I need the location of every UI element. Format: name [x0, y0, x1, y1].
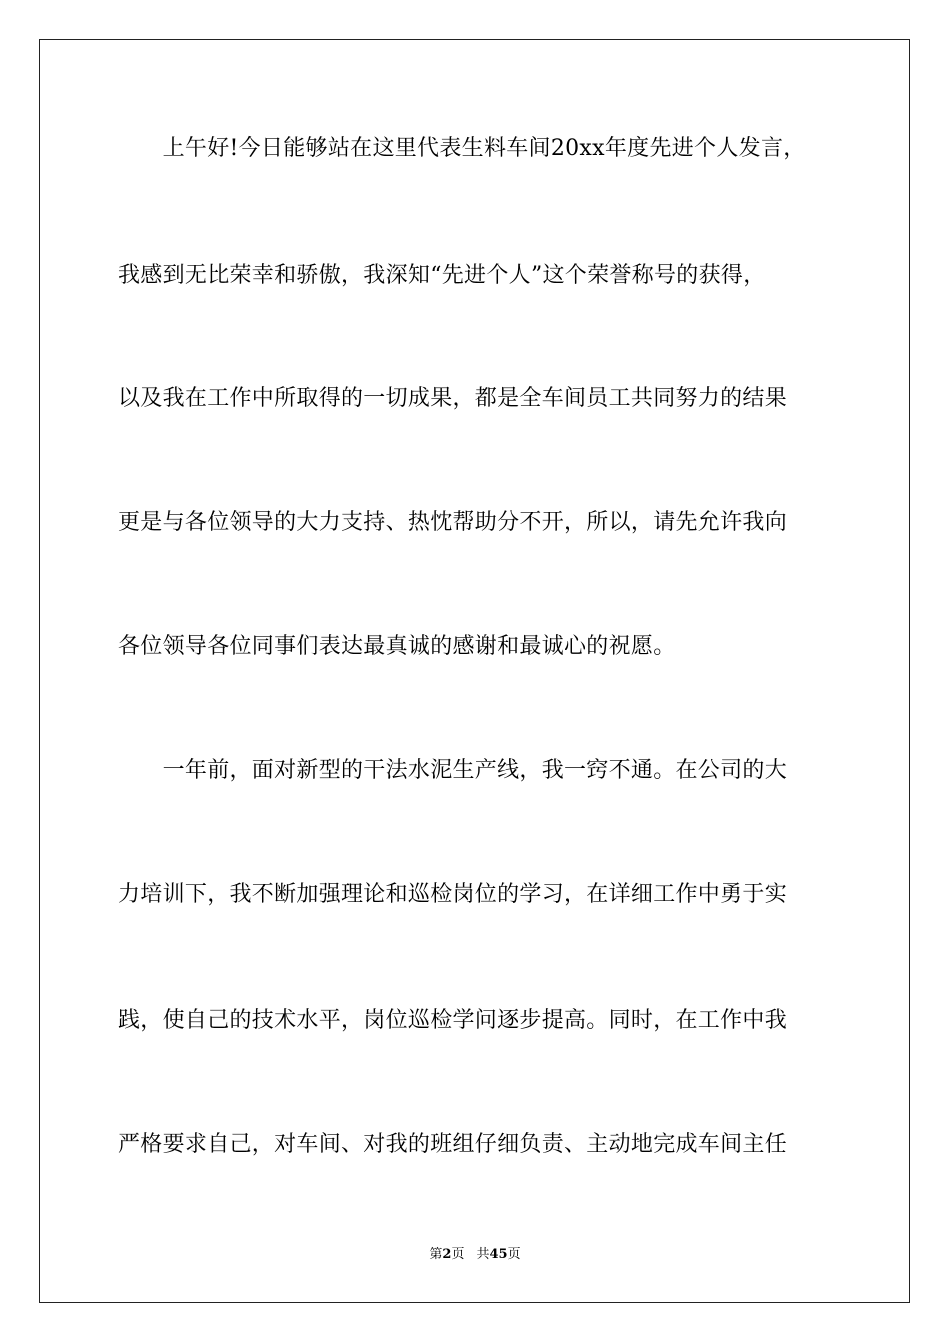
paragraph-line: 严格要求自己，对车间、对我的班组仔细负责、主动地完成车间主任	[118, 1132, 788, 1157]
page-border	[39, 39, 910, 1303]
page-footer	[0, 1246, 950, 1264]
paragraph-line: 各位领导各位同事们表达最真诚的感谢和最诚心的祝愿。	[118, 634, 676, 659]
page-number: 2	[442, 1247, 452, 1262]
paragraph-line: 践，使自己的技术水平，岗位巡检学问逐步提高。同时，在工作中我	[118, 1008, 788, 1033]
paragraph-line: 一年前，面对新型的干法水泥生产线，我一窍不通。在公司的大	[118, 758, 788, 783]
page-suffix: 页	[451, 1247, 465, 1262]
paragraph-line: 力培训下，我不断加强理论和巡检岗位的学习，在详细工作中勇于实	[118, 882, 788, 907]
total-pages: 45	[489, 1247, 508, 1262]
total-prefix: 共	[476, 1247, 490, 1262]
paragraph-line: 上午好!今日能够站在这里代表生料车间20xx年度先进个人发言，	[118, 136, 806, 161]
paragraph-line: 我感到无比荣幸和骄傲，我深知“先进个人”这个荣誉称号的获得，	[118, 263, 766, 288]
paragraph-line: 更是与各位领导的大力支持、热忱帮助分不开，所以，请先允许我向	[118, 510, 788, 535]
page-prefix: 第	[429, 1247, 443, 1262]
total-suffix: 页	[507, 1247, 521, 1262]
paragraph-line: 以及我在工作中所取得的一切成果，都是全车间员工共同努力的结果	[118, 386, 788, 411]
